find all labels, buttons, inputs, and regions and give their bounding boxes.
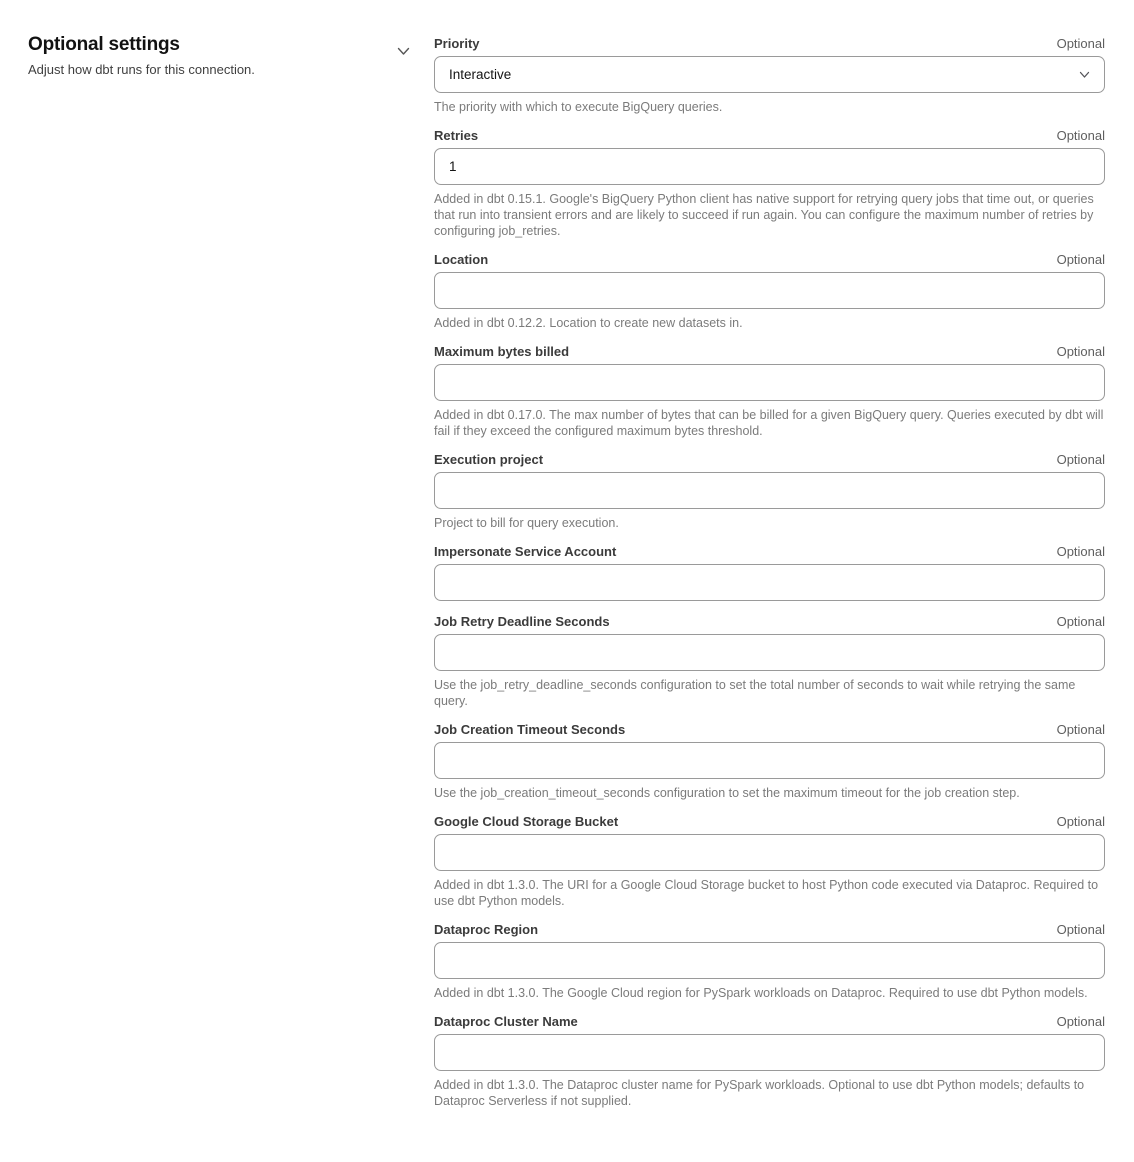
field-header [434, 344, 1105, 359]
field-location [434, 252, 1105, 331]
dataproc-region-input[interactable] [434, 942, 1105, 979]
field-help-text: The priority with which to execute BigQuery queries. [434, 100, 723, 114]
field-header [434, 814, 1105, 829]
field-control [434, 834, 1105, 871]
field-header [434, 614, 1105, 629]
chevron-down-icon [1079, 71, 1090, 79]
section-header [0, 0, 434, 1162]
field-impersonate-service-account [434, 544, 1105, 601]
field-dataproc-cluster-name [434, 1014, 1105, 1109]
field-label: Retries [434, 128, 479, 143]
job-retry-deadline-seconds-input[interactable] [434, 634, 1105, 671]
field-help-text: Added in dbt 1.3.0. The Google Cloud region for PySpark workloads on Dataproc. Required to use dbt Python models. [434, 986, 1088, 1000]
optional-badge: Optional [1056, 452, 1105, 467]
execution-project-input[interactable] [434, 472, 1105, 509]
field-help-text: Use the job_retry_deadline_seconds configuration to set the total number of seconds to wait while retrying the same query. [434, 678, 1076, 708]
field-control [434, 472, 1105, 509]
field-control [434, 742, 1105, 779]
field-maximum-bytes-billed [434, 344, 1105, 439]
field-label: Execution project [434, 452, 544, 467]
field-header [434, 722, 1105, 737]
field-help-text: Added in dbt 1.3.0. The URI for a Google Cloud Storage bucket to host Python code executed via Dataproc. Required to use dbt Python models. [434, 878, 1099, 908]
dataproc-cluster-name-input[interactable] [434, 1034, 1105, 1071]
optional-badge: Optional [1056, 252, 1105, 267]
field-help-text: Added in dbt 0.17.0. The max number of bytes that can be billed for a given BigQuery query. Queries executed by dbt will fail if they exceed the configured maximum bytes threshold. [434, 408, 1104, 438]
section-header-text [28, 33, 255, 78]
field-execution-project [434, 452, 1105, 531]
impersonate-service-account-input[interactable] [434, 564, 1105, 601]
section-collapse-button[interactable] [395, 45, 412, 58]
field-help-text: Use the job_creation_timeout_seconds configuration to set the maximum timeout for the job creation step. [434, 786, 1020, 800]
field-help-text: Added in dbt 0.12.2. Location to create new datasets in. [434, 316, 743, 330]
field-header [434, 922, 1105, 937]
optional-badge: Optional [1056, 1014, 1105, 1029]
field-label: Location [434, 252, 489, 267]
field-control [434, 272, 1105, 309]
retries-input[interactable] [434, 148, 1105, 185]
field-dataproc-region [434, 922, 1105, 1001]
field-label: Priority [434, 36, 480, 51]
field-control [434, 1034, 1105, 1071]
field-label: Google Cloud Storage Bucket [434, 814, 619, 829]
chevron-down-icon [397, 47, 410, 56]
field-control [434, 56, 1105, 93]
optional-badge: Optional [1056, 544, 1105, 559]
maximum-bytes-billed-input[interactable] [434, 364, 1105, 401]
field-job-retry-deadline-seconds [434, 614, 1105, 709]
field-control [434, 564, 1105, 601]
field-control [434, 942, 1105, 979]
field-label: Impersonate Service Account [434, 544, 617, 559]
optional-settings-form [434, 0, 1134, 1162]
optional-badge: Optional [1056, 814, 1105, 829]
priority-select[interactable] [434, 56, 1105, 93]
field-header [434, 252, 1105, 267]
field-header [434, 452, 1105, 467]
optional-badge: Optional [1056, 344, 1105, 359]
optional-badge: Optional [1056, 922, 1105, 937]
page-subtitle: Adjust how dbt runs for this connection. [28, 62, 255, 77]
field-control [434, 634, 1105, 671]
field-google-cloud-storage-bucket [434, 814, 1105, 909]
field-priority [434, 36, 1105, 115]
field-control [434, 364, 1105, 401]
field-header [434, 1014, 1105, 1029]
optional-badge: Optional [1056, 128, 1105, 143]
field-header [434, 36, 1105, 51]
optional-badge: Optional [1056, 614, 1105, 629]
field-header [434, 128, 1105, 143]
field-job-creation-timeout-seconds [434, 722, 1105, 801]
field-help-text: Project to bill for query execution. [434, 516, 619, 530]
optional-badge: Optional [1056, 722, 1105, 737]
field-help-text: Added in dbt 1.3.0. The Dataproc cluster name for PySpark workloads. Optional to use dbt Python models; defaults to Dataproc Serverless if not supplied. [434, 1078, 1085, 1108]
location-input[interactable] [434, 272, 1105, 309]
select-value: Interactive [449, 67, 512, 82]
field-header [434, 544, 1105, 559]
job-creation-timeout-seconds-input[interactable] [434, 742, 1105, 779]
google-cloud-storage-bucket-input[interactable] [434, 834, 1105, 871]
field-label: Maximum bytes billed [434, 344, 570, 359]
field-control [434, 148, 1105, 185]
page-title: Optional settings [28, 34, 180, 55]
field-label: Dataproc Region [434, 922, 539, 937]
field-label: Job Retry Deadline Seconds [434, 614, 610, 629]
field-label: Dataproc Cluster Name [434, 1014, 578, 1029]
field-label: Job Creation Timeout Seconds [434, 722, 626, 737]
field-help-text: Added in dbt 0.15.1. Google's BigQuery Python client has native support for retrying query jobs that time out, or queries that run into transient errors and are likely to succeed if run again. You can configure the maximum number of retries by configuring job_retries. [434, 192, 1094, 238]
optional-badge: Optional [1056, 36, 1105, 51]
field-retries [434, 128, 1105, 239]
